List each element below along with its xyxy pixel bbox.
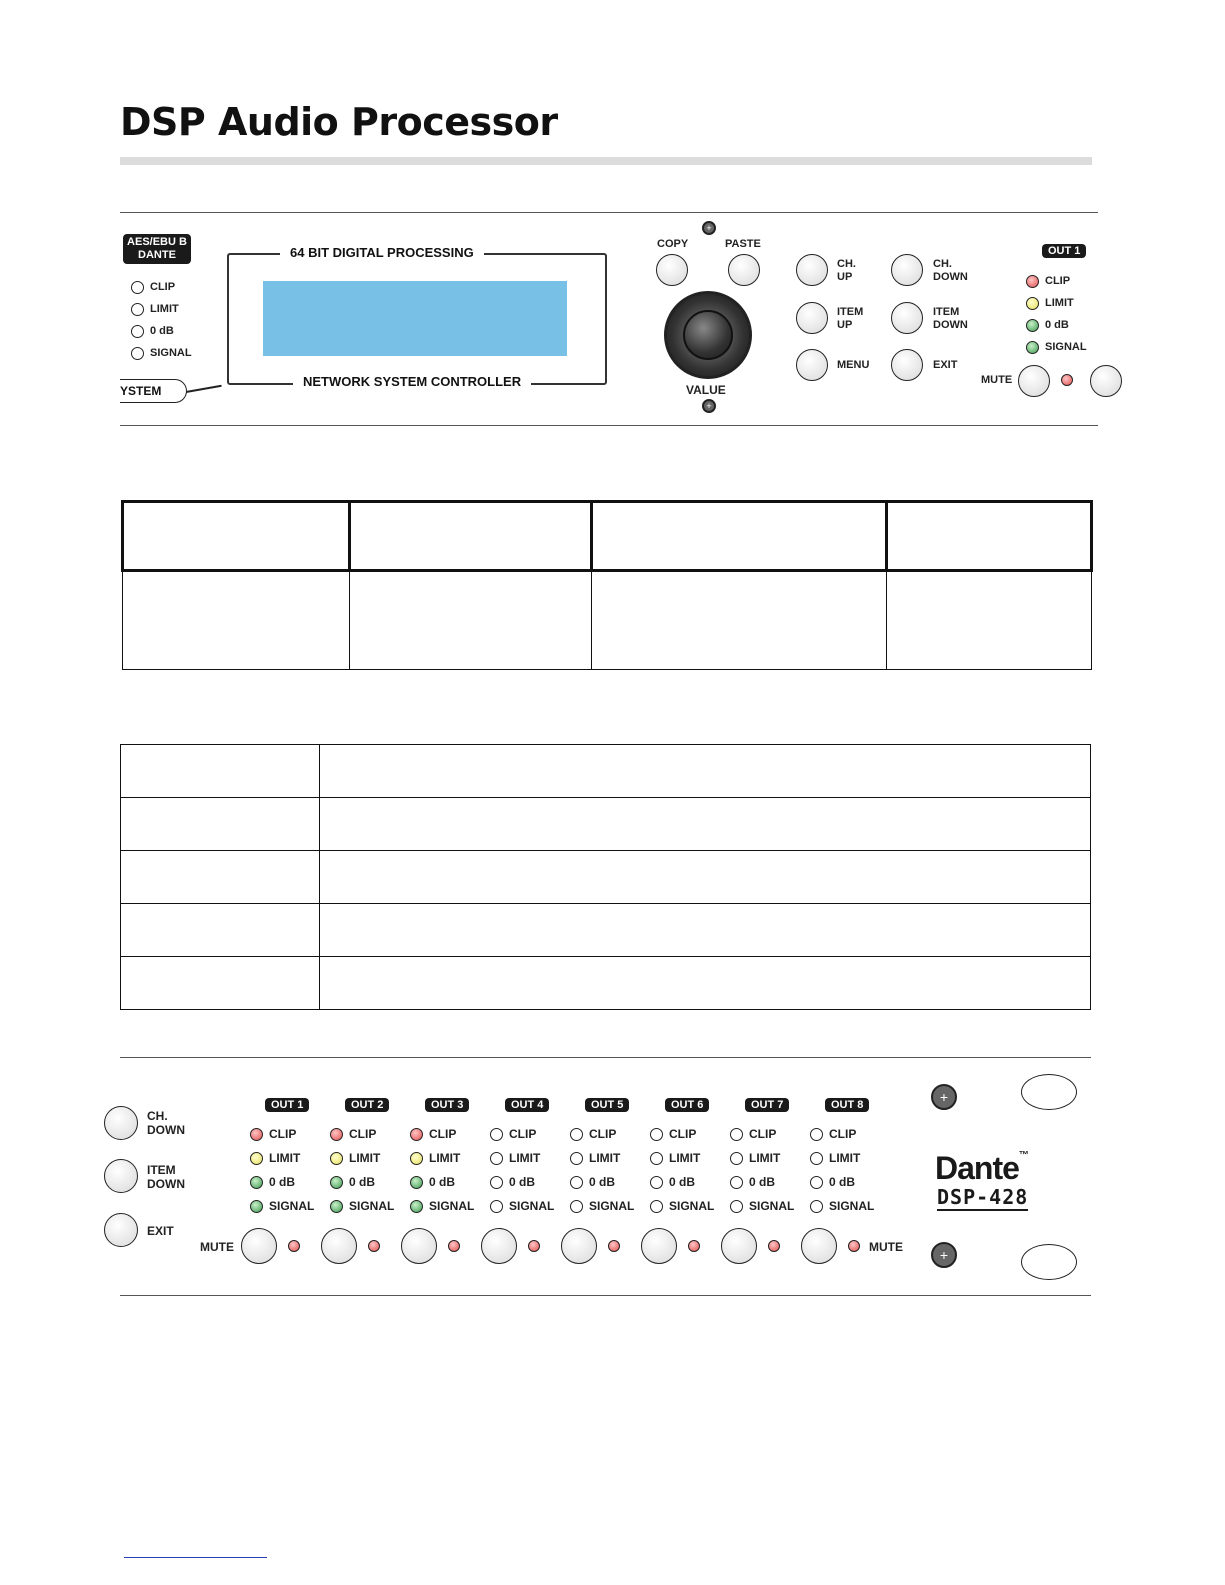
item-down-label	[933, 306, 968, 332]
meter-row	[810, 1146, 890, 1170]
lcd-display	[263, 281, 567, 356]
menu-label: MENU	[837, 359, 870, 371]
zero-db-led	[490, 1176, 503, 1189]
table-cell	[121, 798, 320, 851]
signal-led	[490, 1200, 503, 1213]
meter-row	[570, 1170, 650, 1194]
mute-button[interactable]	[1018, 365, 1050, 397]
input-badge-line1: AES/EBU B	[127, 236, 187, 248]
mute-button[interactable]	[321, 1228, 357, 1264]
output-channel	[250, 1095, 330, 1218]
ch-down-label-line2: DOWN	[147, 1123, 185, 1137]
value-knob[interactable]	[664, 291, 752, 379]
table-header-row	[123, 502, 1092, 571]
clip-led	[410, 1128, 423, 1141]
output-badge: OUT 3	[425, 1098, 469, 1112]
lcd-bottom-label: NETWORK SYSTEM CONTROLLER	[293, 374, 531, 389]
zero-db-led	[1026, 319, 1039, 332]
input-badge	[123, 234, 191, 264]
meter-row	[1026, 292, 1087, 314]
meter-row	[650, 1170, 730, 1194]
meter-label: SIGNAL	[1045, 341, 1087, 353]
output-channel	[570, 1095, 650, 1218]
meter-label: CLIP	[1045, 275, 1071, 287]
item-down-label-line1: ITEM	[933, 306, 960, 318]
meter-label: 0 dB	[509, 1175, 536, 1189]
meter-label: SIGNAL	[150, 347, 192, 359]
meter-label: 0 dB	[150, 325, 174, 337]
exit-button[interactable]	[891, 349, 923, 381]
item-up-label	[837, 306, 863, 332]
meter-row	[650, 1194, 730, 1218]
meter-label: SIGNAL	[829, 1199, 875, 1213]
output-channel	[330, 1095, 410, 1218]
clip-led	[810, 1128, 823, 1141]
meter-label: SIGNAL	[429, 1199, 475, 1213]
zero-db-led	[730, 1176, 743, 1189]
meter-label: LIMIT	[509, 1151, 541, 1165]
meter-label: LIMIT	[269, 1151, 301, 1165]
table-cell	[121, 957, 320, 1010]
rack-handle-bottom	[1021, 1244, 1077, 1280]
clip-led	[730, 1128, 743, 1141]
front-panel-outputs	[120, 1057, 1091, 1296]
table-row	[123, 571, 1092, 670]
output-channel	[410, 1095, 490, 1218]
item-up-label-line1: ITEM	[837, 306, 864, 318]
table-cell	[320, 745, 1091, 798]
meter-label: SIGNAL	[749, 1199, 795, 1213]
ch-down-label-line1: CH.	[933, 258, 952, 270]
limit-led	[570, 1152, 583, 1165]
table-cell	[887, 502, 1092, 571]
meter-label: 0 dB	[669, 1175, 696, 1189]
meter-label: CLIP	[150, 281, 176, 293]
value-knob-cap	[683, 310, 733, 360]
ch-up-label	[837, 258, 856, 284]
system-tab-line	[186, 385, 222, 393]
copy-label: COPY	[657, 238, 689, 250]
out-1-badge: OUT 1	[1042, 244, 1086, 258]
meter-row	[490, 1194, 570, 1218]
ch-down-label-line1: CH.	[147, 1109, 168, 1123]
output-channel	[810, 1095, 890, 1218]
mute-label-right: MUTE	[869, 1240, 903, 1254]
ch-up-label-line1: CH.	[837, 258, 856, 270]
meter-row	[250, 1146, 330, 1170]
table-cell	[350, 571, 592, 670]
out-1-meter-group	[1026, 270, 1087, 358]
zero-db-led	[250, 1176, 263, 1189]
table-cell	[123, 571, 350, 670]
meter-group	[490, 1122, 570, 1218]
meter-row	[730, 1194, 810, 1218]
clip-led	[490, 1128, 503, 1141]
meter-label: SIGNAL	[589, 1199, 635, 1213]
meter-label: CLIP	[589, 1127, 617, 1141]
meter-label: LIMIT	[1045, 297, 1074, 309]
meter-row	[410, 1122, 490, 1146]
title-rule	[120, 157, 1092, 165]
ch-down-label	[933, 258, 968, 284]
meter-row	[730, 1146, 810, 1170]
mute-led	[608, 1240, 620, 1252]
output-channel	[730, 1095, 810, 1218]
paste-label: PASTE	[725, 238, 761, 250]
signal-led	[131, 347, 144, 360]
meter-label: LIMIT	[349, 1151, 381, 1165]
table-row	[121, 745, 1091, 798]
meter-label: LIMIT	[589, 1151, 621, 1165]
meter-row	[410, 1194, 490, 1218]
dante-wordmark: Dante	[935, 1150, 1019, 1186]
limit-led	[131, 303, 144, 316]
mute-button[interactable]	[801, 1228, 837, 1264]
meter-label: CLIP	[509, 1127, 537, 1141]
limit-led	[250, 1152, 263, 1165]
meter-label: CLIP	[349, 1127, 377, 1141]
meter-row	[330, 1194, 410, 1218]
meter-label: LIMIT	[669, 1151, 701, 1165]
output-badge: OUT 6	[665, 1098, 709, 1112]
table-row	[121, 957, 1091, 1010]
screw-icon: +	[702, 399, 716, 413]
page-title: DSP Audio Processor	[120, 100, 558, 144]
dante-logo: Dante™	[935, 1150, 1028, 1186]
value-label: VALUE	[686, 383, 726, 397]
item-down-label-line1: ITEM	[147, 1163, 176, 1177]
meter-label: SIGNAL	[509, 1199, 555, 1213]
meter-row	[570, 1194, 650, 1218]
copy-button[interactable]	[656, 254, 688, 286]
meter-row	[330, 1122, 410, 1146]
table-row	[121, 798, 1091, 851]
meter-label: LIMIT	[829, 1151, 861, 1165]
screw-icon: +	[931, 1242, 957, 1268]
table-cell	[350, 502, 592, 571]
limit-led	[650, 1152, 663, 1165]
meter-label: 0 dB	[1045, 319, 1069, 331]
meter-label: 0 dB	[749, 1175, 776, 1189]
clip-led	[1026, 275, 1039, 288]
front-panel-controls	[120, 212, 1098, 426]
ch-down-label	[147, 1109, 185, 1137]
table-2	[120, 744, 1091, 1010]
signal-led	[410, 1200, 423, 1213]
mute-led	[768, 1240, 780, 1252]
mute-led	[528, 1240, 540, 1252]
meter-row	[570, 1146, 650, 1170]
clip-led	[131, 281, 144, 294]
meter-row	[810, 1194, 890, 1218]
mute-button[interactable]	[401, 1228, 437, 1264]
ch-down-label-line2: DOWN	[933, 271, 968, 283]
limit-led	[330, 1152, 343, 1165]
table-cell	[320, 851, 1091, 904]
table-cell	[121, 904, 320, 957]
table-cell	[320, 798, 1091, 851]
meter-group	[410, 1122, 490, 1218]
meter-row	[131, 298, 192, 320]
mute-button[interactable]	[481, 1228, 517, 1264]
exit-button[interactable]	[104, 1213, 138, 1247]
exit-label: EXIT	[147, 1224, 174, 1238]
meter-group	[810, 1122, 890, 1218]
meter-label: 0 dB	[829, 1175, 856, 1189]
clip-led	[250, 1128, 263, 1141]
meter-row	[810, 1122, 890, 1146]
meter-label: CLIP	[669, 1127, 697, 1141]
output-badge: OUT 8	[825, 1098, 869, 1112]
meter-label: CLIP	[429, 1127, 457, 1141]
meter-group	[650, 1122, 730, 1218]
table-cell	[121, 745, 320, 798]
meter-row	[490, 1122, 570, 1146]
output-badge: OUT 5	[585, 1098, 629, 1112]
mute-led	[1061, 374, 1073, 386]
meter-label: LIMIT	[429, 1151, 461, 1165]
lcd-top-label: 64 BIT DIGITAL PROCESSING	[280, 245, 484, 260]
limit-led	[490, 1152, 503, 1165]
meter-row	[570, 1122, 650, 1146]
system-tab[interactable]	[120, 379, 187, 403]
mute-button[interactable]	[641, 1228, 677, 1264]
zero-db-led	[650, 1176, 663, 1189]
signal-led	[730, 1200, 743, 1213]
output-badge: OUT 7	[745, 1098, 789, 1112]
ch-down-button[interactable]	[104, 1106, 138, 1140]
meter-row	[810, 1170, 890, 1194]
meter-row	[1026, 314, 1087, 336]
zero-db-led	[570, 1176, 583, 1189]
meter-label: 0 dB	[589, 1175, 616, 1189]
meter-row	[131, 320, 192, 342]
item-up-label-line2: UP	[837, 319, 853, 331]
meter-group	[730, 1122, 810, 1218]
meter-row	[410, 1170, 490, 1194]
screw-icon: +	[931, 1084, 957, 1110]
item-down-button[interactable]	[891, 302, 923, 334]
input-meter-group	[131, 276, 192, 364]
input-badge-line2: DANTE	[138, 249, 176, 261]
meter-row	[490, 1146, 570, 1170]
item-up-button[interactable]	[796, 302, 828, 334]
output-channel	[650, 1095, 730, 1218]
limit-led	[1026, 297, 1039, 310]
zero-db-led	[131, 325, 144, 338]
table-cell	[592, 502, 887, 571]
ch-down-button[interactable]	[891, 254, 923, 286]
meter-label: CLIP	[269, 1127, 297, 1141]
table-cell	[320, 957, 1091, 1010]
table-row	[121, 904, 1091, 957]
signal-led	[1026, 341, 1039, 354]
meter-row	[250, 1170, 330, 1194]
meter-row	[330, 1170, 410, 1194]
mute-button[interactable]	[721, 1228, 757, 1264]
mute-led	[288, 1240, 300, 1252]
zero-db-led	[410, 1176, 423, 1189]
table-1	[121, 500, 1093, 670]
meter-row	[131, 342, 192, 364]
limit-led	[730, 1152, 743, 1165]
meter-row	[330, 1146, 410, 1170]
footer-link-underline	[124, 1557, 267, 1558]
rack-handle-top	[1021, 1074, 1077, 1110]
limit-led	[410, 1152, 423, 1165]
meter-label: CLIP	[829, 1127, 857, 1141]
meter-row	[1026, 270, 1087, 292]
output-badge: OUT 4	[505, 1098, 549, 1112]
table-cell	[121, 851, 320, 904]
mute-led	[848, 1240, 860, 1252]
meter-label: LIMIT	[150, 303, 179, 315]
table-cell	[887, 571, 1092, 670]
clip-led	[330, 1128, 343, 1141]
meter-row	[650, 1146, 730, 1170]
item-down-label	[147, 1163, 185, 1191]
meter-row	[410, 1146, 490, 1170]
meter-label: SIGNAL	[669, 1199, 715, 1213]
paste-button[interactable]	[728, 254, 760, 286]
meter-row	[730, 1170, 810, 1194]
mute-led	[368, 1240, 380, 1252]
signal-led	[810, 1200, 823, 1213]
output-channel	[490, 1095, 570, 1218]
meter-group	[330, 1122, 410, 1218]
exit-label: EXIT	[933, 359, 958, 371]
output-badge: OUT 1	[265, 1098, 309, 1112]
menu-button[interactable]	[796, 349, 828, 381]
clip-led	[570, 1128, 583, 1141]
ch-up-button[interactable]	[796, 254, 828, 286]
item-down-label-line2: DOWN	[933, 319, 968, 331]
item-down-button[interactable]	[104, 1159, 138, 1193]
meter-row	[250, 1122, 330, 1146]
model-name: DSP-428	[937, 1185, 1029, 1209]
limit-led	[810, 1152, 823, 1165]
table-row	[121, 851, 1091, 904]
table-cell	[123, 502, 350, 571]
mute-button[interactable]	[561, 1228, 597, 1264]
meter-group	[570, 1122, 650, 1218]
output-badge: OUT 2	[345, 1098, 389, 1112]
clip-led	[650, 1128, 663, 1141]
zero-db-led	[330, 1176, 343, 1189]
meter-label: 0 dB	[429, 1175, 456, 1189]
signal-led	[570, 1200, 583, 1213]
zero-db-led	[810, 1176, 823, 1189]
meter-label: LIMIT	[749, 1151, 781, 1165]
meter-group	[250, 1122, 330, 1218]
meter-row	[250, 1194, 330, 1218]
mute-button-partial[interactable]	[1090, 365, 1122, 397]
meter-label: SIGNAL	[349, 1199, 395, 1213]
screw-icon: +	[702, 221, 716, 235]
signal-led	[650, 1200, 663, 1213]
meter-label: 0 dB	[349, 1175, 376, 1189]
ch-up-label-line2: UP	[837, 271, 853, 283]
mute-led	[688, 1240, 700, 1252]
meter-row	[730, 1122, 810, 1146]
mute-button[interactable]	[241, 1228, 277, 1264]
item-down-label-line2: DOWN	[147, 1177, 185, 1191]
signal-led	[250, 1200, 263, 1213]
mute-label: MUTE	[981, 374, 1013, 386]
meter-label: CLIP	[749, 1127, 777, 1141]
table-cell	[320, 904, 1091, 957]
table-cell	[592, 571, 887, 670]
meter-label: 0 dB	[269, 1175, 296, 1189]
mute-led	[448, 1240, 460, 1252]
system-tab-label: YSTEM	[120, 384, 162, 398]
meter-row	[490, 1170, 570, 1194]
meter-row	[131, 276, 192, 298]
meter-row	[650, 1122, 730, 1146]
meter-label: SIGNAL	[269, 1199, 315, 1213]
mute-label-left: MUTE	[200, 1240, 234, 1254]
signal-led	[330, 1200, 343, 1213]
meter-row	[1026, 336, 1087, 358]
